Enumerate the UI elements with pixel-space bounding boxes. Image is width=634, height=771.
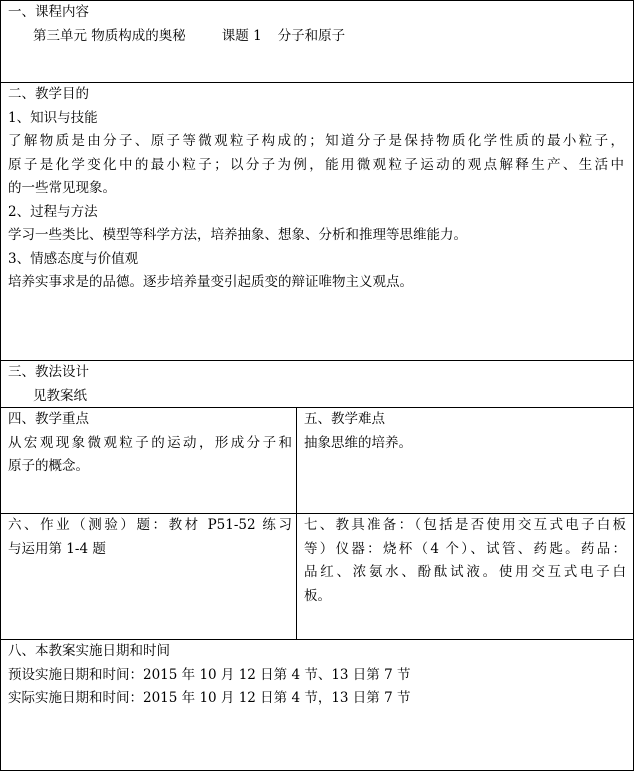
planned-date-text: 预设实施日期和时间：2015 年 10 月 12 日第 4 节、13 日第 7 节 <box>8 666 411 683</box>
actual-date-text: 实际实施日期和时间：2015 年 10 月 12 日第 4 节，13 日第 7 节 <box>8 690 411 706</box>
implementation-date-section <box>8 640 628 711</box>
process-method-text: 学习一些类比、模型等科学方法，培养抽象、想象、分析和推理等思维能力。 <box>8 227 467 243</box>
teaching-method-heading: 三、教法设计 <box>8 364 89 380</box>
difficulties-heading: 五、教学难点 <box>304 411 385 427</box>
teaching-aids-text: 等）仪器：烧杯（4 个）、试管、药匙。药品： <box>304 540 626 557</box>
course-content-line <box>8 25 628 49</box>
key-points-heading: 四、教学重点 <box>8 411 89 427</box>
teaching-method-content: 见教案纸 <box>33 387 87 404</box>
lesson-number: 课题 1 <box>221 27 262 44</box>
key-points-section <box>8 408 292 479</box>
column-divider <box>296 407 297 640</box>
difficulties-section <box>304 408 628 455</box>
process-method-title: 2、过程与方法 <box>8 203 98 220</box>
course-content-heading: 一、课程内容 <box>8 4 89 20</box>
key-points-text: 从宏观现象微观粒子的运动，形成分子和 <box>8 434 292 451</box>
table-border-left <box>0 0 1 771</box>
knowledge-skills-text: 的一些常见现象。 <box>8 180 116 196</box>
knowledge-skills-title: 1、知识与技能 <box>8 109 98 126</box>
homework-text: 与运用第 1-4 题 <box>8 540 106 557</box>
unit-title: 第三单元 物质构成的奥秘 <box>33 27 186 44</box>
teaching-aids-text: 品红、浓氨水、酚酞试液。使用交互式电子白 <box>304 564 626 580</box>
teaching-objectives-section <box>8 83 624 295</box>
emotion-values-text: 培养实事求是的品德。逐步培养量变引起质变的辩证唯物主义观点。 <box>8 274 413 290</box>
key-points-text: 原子的概念。 <box>8 458 89 474</box>
knowledge-skills-text: 了解物质是由分子、原子等微观粒子构成的；知道分子是保持物质化学性质的最小粒子， <box>8 133 624 149</box>
knowledge-skills-text: 原子是化学变化中的最小粒子；以分子为例，能用微观粒子运动的观点解释生产、生活中 <box>8 156 624 173</box>
teaching-objectives-heading: 二、教学目的 <box>8 86 89 102</box>
difficulties-text: 抽象思维的培养。 <box>304 434 412 451</box>
teaching-aids-section <box>304 514 626 608</box>
homework-text: 六、作业（测验）题：教材 P51-52 练习 <box>8 517 292 533</box>
course-content-section <box>8 1 628 48</box>
lesson-topic: 分子和原子 <box>277 27 346 44</box>
implementation-date-heading: 八、本教案实施日期和时间 <box>8 643 170 659</box>
teaching-aids-text: 七、教具准备：（包括是否使用交互式电子白板 <box>304 517 626 533</box>
homework-section <box>8 514 292 561</box>
emotion-values-title: 3、情感态度与价值观 <box>8 250 139 267</box>
teaching-aids-text: 板。 <box>304 587 331 604</box>
teaching-method-section <box>8 361 628 408</box>
